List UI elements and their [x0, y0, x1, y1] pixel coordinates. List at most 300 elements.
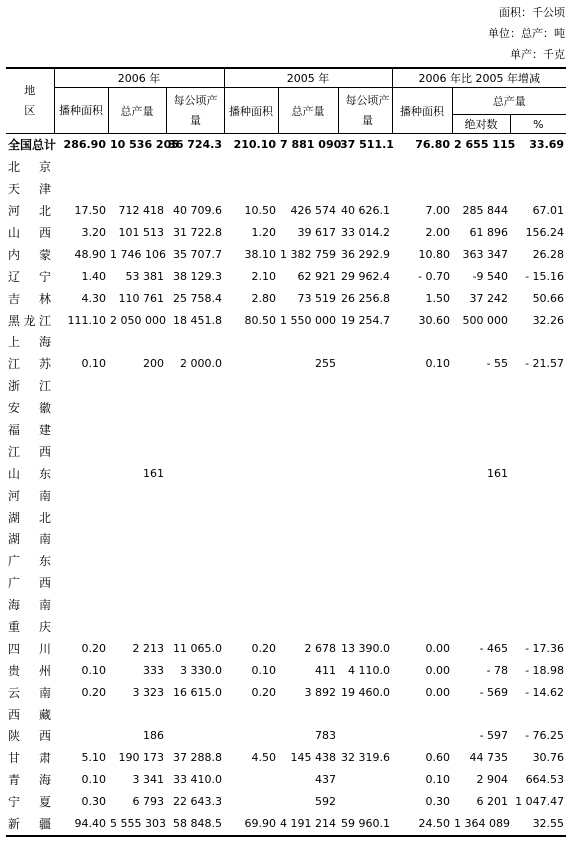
- table-row: [6, 265, 566, 287]
- cell-da: 76.80: [415, 138, 451, 152]
- header-sown-area-change: 播种面积: [392, 88, 452, 134]
- cell-o05: [278, 528, 338, 550]
- region-name: 宁夏: [8, 795, 51, 810]
- cell-a06: 111.10: [67, 313, 106, 327]
- cell-dpct: [510, 440, 566, 462]
- cell-o05: [278, 616, 338, 638]
- cell-y06: [166, 331, 224, 353]
- cell-da: [392, 419, 452, 441]
- cell-a05: [224, 419, 278, 441]
- cell-a05: [224, 484, 278, 506]
- cell-da: [392, 440, 452, 462]
- cell-da: [392, 375, 452, 397]
- cell-a05: 38.10: [244, 247, 277, 261]
- cell-o06: 110 761: [118, 291, 164, 305]
- cell-a05: 69.90: [244, 817, 277, 831]
- region-name: 青海: [8, 773, 51, 788]
- cell-y06: 40 709.6: [173, 204, 223, 218]
- cell-y06: 11 065.0: [173, 641, 223, 655]
- cell-o06: 3 323: [132, 685, 164, 699]
- cell-o06: 101 513: [118, 226, 164, 239]
- cell-da: [392, 528, 452, 550]
- cell-da: 1.50: [425, 291, 451, 305]
- table-row: [6, 440, 566, 462]
- table-row: [6, 484, 566, 506]
- region-name: 辽宁: [8, 269, 51, 284]
- cell-o06: [108, 703, 166, 725]
- cell-o05: [278, 178, 338, 200]
- region-name: 重庆: [8, 620, 51, 635]
- cell-y05: [338, 506, 392, 528]
- cell-dpct: 50.66: [532, 291, 565, 305]
- cell-dabs: [452, 331, 510, 353]
- cell-o06: [108, 550, 166, 572]
- cell-a06: 0.20: [81, 685, 106, 699]
- cell-y06: 3 330.0: [180, 663, 223, 677]
- table-body: [6, 134, 566, 835]
- cell-y05: 40 626.1: [341, 204, 391, 218]
- cell-o05: 3 892: [304, 685, 337, 699]
- cell-y05: [338, 397, 392, 419]
- cell-dabs: 500 000: [462, 313, 509, 327]
- cell-o05: [278, 572, 338, 594]
- cell-dpct: - 15.16: [525, 269, 565, 283]
- cell-o06: [108, 156, 166, 178]
- cell-o06: 6 793: [132, 795, 164, 809]
- table-row: [6, 769, 566, 791]
- cell-da: 10.80: [418, 247, 451, 261]
- cell-dabs: - 465: [479, 641, 509, 655]
- cell-y06: [166, 484, 224, 506]
- cell-a06: [54, 484, 108, 506]
- cell-o06: [108, 440, 166, 462]
- cell-a06: 17.50: [74, 204, 106, 218]
- cell-a05: [224, 178, 278, 200]
- cell-y05: [338, 594, 392, 616]
- cell-a05: 0.20: [251, 685, 277, 699]
- table-row: [6, 397, 566, 419]
- cell-a05: [224, 769, 278, 791]
- cell-a06: [54, 703, 108, 725]
- cell-y05: 37 511.1: [340, 138, 394, 152]
- cell-dpct: [510, 156, 566, 178]
- region-name: 浙江: [8, 379, 51, 394]
- cell-dabs: - 78: [486, 663, 509, 677]
- cell-a05: [224, 594, 278, 616]
- region-name: 河北: [8, 204, 51, 219]
- cell-y05: [338, 419, 392, 441]
- cell-y05: 33 014.2: [341, 226, 391, 239]
- table-row: [6, 528, 566, 550]
- cell-o05: 62 921: [297, 269, 337, 283]
- cell-a05: [224, 462, 278, 484]
- cell-dpct: [510, 397, 566, 419]
- cell-a06: 0.10: [81, 773, 106, 787]
- cell-a05: [224, 550, 278, 572]
- table-row: [6, 222, 566, 244]
- table-header: [6, 68, 566, 134]
- table-row: [6, 462, 566, 484]
- cell-y05: 59 960.1: [341, 817, 391, 831]
- table-row: [6, 331, 566, 353]
- cell-o05: [278, 506, 338, 528]
- cell-dabs: 2 904: [476, 773, 509, 787]
- cell-da: 30.60: [418, 313, 451, 327]
- table-row: [6, 419, 566, 441]
- table-row: [6, 616, 566, 638]
- cell-y06: [166, 616, 224, 638]
- cell-a05: [224, 440, 278, 462]
- cell-y06: 35 707.7: [173, 247, 223, 261]
- cell-a06: 94.40: [74, 817, 106, 831]
- cell-a06: [54, 375, 108, 397]
- cell-dabs: [452, 375, 510, 397]
- region-name: 山西: [8, 226, 51, 240]
- region-name: 内蒙: [8, 247, 51, 262]
- cell-a05: [224, 703, 278, 725]
- cell-y06: 25 758.4: [173, 291, 223, 305]
- cell-a06: 0.20: [81, 641, 106, 655]
- cell-a06: 48.90: [74, 247, 106, 261]
- cell-da: 0.60: [425, 751, 451, 765]
- region-name: 安徽: [8, 401, 51, 416]
- cell-o05: [278, 397, 338, 419]
- cell-dpct: [510, 419, 566, 441]
- cell-a06: [54, 156, 108, 178]
- cell-o05: [278, 484, 338, 506]
- cell-a06: 0.10: [81, 663, 106, 677]
- cell-o05: 145 438: [290, 751, 337, 765]
- cell-o05: 783: [315, 729, 337, 743]
- cell-dpct: [510, 528, 566, 550]
- cell-y06: 37 288.8: [173, 751, 223, 765]
- region-name: 新疆: [8, 817, 51, 832]
- cell-dabs: 2 655 115: [454, 138, 516, 152]
- region-name: 湖南: [8, 532, 51, 547]
- region-name: 海南: [8, 598, 51, 613]
- cell-da: [392, 616, 452, 638]
- region-name: 广东: [8, 554, 51, 569]
- header-output-2005: 总产量: [278, 88, 338, 134]
- cell-o05: [278, 594, 338, 616]
- cell-a05: 4.50: [251, 751, 277, 765]
- cell-y06: [166, 462, 224, 484]
- cell-y05: [338, 616, 392, 638]
- cell-dpct: 67.01: [532, 204, 565, 218]
- table-row: [6, 178, 566, 200]
- cell-dpct: - 17.36: [525, 641, 565, 655]
- cell-dabs: 363 347: [462, 247, 509, 261]
- cell-y05: [338, 353, 392, 375]
- cell-a05: [224, 506, 278, 528]
- cell-a05: 10.50: [244, 204, 277, 218]
- unit-yield: 单产：千克: [510, 48, 565, 61]
- cell-a06: [54, 572, 108, 594]
- cell-o06: [108, 572, 166, 594]
- cell-dpct: - 18.98: [525, 663, 565, 677]
- cell-dabs: - 55: [486, 357, 509, 371]
- cell-dpct: [510, 616, 566, 638]
- cell-a05: [224, 616, 278, 638]
- cell-dabs: 44 735: [469, 751, 509, 765]
- cell-dpct: 33.69: [529, 138, 565, 152]
- cell-o05: [278, 156, 338, 178]
- cell-a05: [224, 725, 278, 747]
- cell-da: [392, 594, 452, 616]
- cell-dabs: [452, 484, 510, 506]
- table-row: [6, 681, 566, 703]
- cell-a05: 0.10: [251, 663, 277, 677]
- table-row: [6, 725, 566, 747]
- cell-y05: [338, 375, 392, 397]
- table-row: [6, 791, 566, 813]
- cell-a06: 286.90: [63, 138, 106, 152]
- region-name: 北京: [8, 160, 51, 175]
- cell-y06: [166, 703, 224, 725]
- cell-a06: [54, 528, 108, 550]
- cell-y06: 38 129.3: [173, 269, 223, 283]
- cell-y05: [338, 156, 392, 178]
- cell-a05: 0.20: [251, 641, 277, 655]
- table-row: [6, 353, 566, 375]
- cell-o06: [108, 397, 166, 419]
- cell-y05: [338, 528, 392, 550]
- cell-o06: 5 555 303: [110, 817, 166, 831]
- cell-y06: [166, 156, 224, 178]
- table-row: [6, 506, 566, 528]
- cell-y05: [338, 484, 392, 506]
- table-row: [6, 134, 566, 156]
- region-name: 山东: [8, 466, 51, 481]
- cell-a06: [54, 462, 108, 484]
- region-name: 江西: [8, 444, 51, 459]
- cell-a06: [54, 550, 108, 572]
- cell-y05: 19 460.0: [341, 685, 391, 699]
- cell-y05: [338, 572, 392, 594]
- cell-o06: 186: [143, 729, 164, 743]
- header-region: 地区: [6, 68, 54, 134]
- cell-o06: [108, 594, 166, 616]
- cell-y06: [166, 550, 224, 572]
- cell-y05: 13 390.0: [341, 641, 391, 655]
- table-row: [6, 703, 566, 725]
- cell-dabs: -9 540: [472, 269, 509, 283]
- header-output-2006: 总产量: [108, 88, 166, 134]
- region-name: 陕西: [8, 729, 51, 744]
- cell-a05: 1.20: [251, 226, 277, 239]
- cell-dpct: - 21.57: [525, 357, 565, 371]
- cell-da: [392, 703, 452, 725]
- cell-o06: [108, 375, 166, 397]
- cell-o06: 161: [143, 466, 164, 480]
- cell-a06: [54, 331, 108, 353]
- table-row: [6, 747, 566, 769]
- cell-y06: 31 722.8: [173, 226, 223, 239]
- header-yield-2006: 每公顷产量: [166, 88, 224, 134]
- region-name: 广西: [8, 576, 51, 591]
- cell-dabs: 61 896: [469, 226, 509, 239]
- cell-dpct: - 14.62: [525, 685, 565, 699]
- region-name: 吉林: [8, 291, 51, 306]
- region-name: 贵州: [8, 663, 51, 678]
- cell-da: [392, 572, 452, 594]
- cell-y06: [166, 440, 224, 462]
- cell-y05: 36 292.9: [341, 247, 391, 261]
- cell-y05: 32 319.6: [341, 751, 391, 765]
- cell-da: 0.10: [425, 773, 451, 787]
- cell-dpct: 32.55: [532, 817, 565, 831]
- cell-a05: [224, 375, 278, 397]
- cell-a06: 5.10: [81, 751, 106, 765]
- table-row: [6, 309, 566, 331]
- region-name: 云南: [8, 685, 51, 700]
- cell-o05: [278, 703, 338, 725]
- cell-da: 0.00: [425, 663, 451, 677]
- cell-o05: 1 550 000: [280, 313, 337, 327]
- cell-dabs: 285 844: [462, 204, 509, 218]
- cell-o05: [278, 550, 338, 572]
- cell-o05: 7 881 090: [280, 138, 342, 152]
- cell-da: [392, 331, 452, 353]
- cell-dpct: 26.28: [532, 247, 565, 261]
- region-name: 四川: [8, 641, 51, 656]
- cell-o06: [108, 528, 166, 550]
- statistics-table: [6, 67, 566, 837]
- cell-o05: 39 617: [297, 226, 337, 239]
- table-row: [6, 637, 566, 659]
- unit-area: 面积：千公顷: [499, 6, 565, 19]
- cell-y05: [338, 769, 392, 791]
- cell-y05: 26 256.8: [341, 291, 391, 305]
- cell-o06: 190 173: [118, 751, 164, 765]
- cell-a06: 4.30: [81, 291, 106, 305]
- cell-a06: [54, 440, 108, 462]
- cell-y05: 4 110.0: [348, 663, 391, 677]
- cell-o06: 53 381: [125, 269, 164, 283]
- cell-y05: [338, 703, 392, 725]
- region-name: 河南: [8, 488, 51, 503]
- cell-dabs: [452, 397, 510, 419]
- cell-o05: 426 574: [290, 204, 337, 218]
- cell-dabs: [452, 528, 510, 550]
- unit-total: 单位：总产：吨: [488, 27, 565, 40]
- header-yield-2005: 每公顷产量: [338, 88, 392, 134]
- cell-o05: 2 678: [304, 641, 337, 655]
- cell-y06: 36 724.3: [168, 138, 223, 152]
- cell-o06: 10 536 205: [110, 138, 179, 152]
- cell-dabs: 1 364 089: [454, 817, 511, 831]
- cell-a06: [54, 725, 108, 747]
- cell-da: - 0.70: [418, 269, 451, 283]
- header-total-output-change: 总产量: [452, 88, 566, 115]
- cell-o05: [278, 331, 338, 353]
- cell-dabs: [452, 703, 510, 725]
- region-name: 黑龙江: [8, 313, 51, 328]
- cell-da: [392, 462, 452, 484]
- region-name: 天津: [8, 182, 51, 197]
- region-name: 上海: [8, 335, 51, 350]
- header-change: 2006 年比 2005 年增减: [392, 68, 566, 88]
- cell-a06: 3.20: [81, 226, 106, 239]
- table-row: [6, 572, 566, 594]
- cell-y06: [166, 397, 224, 419]
- cell-y05: [338, 550, 392, 572]
- cell-y05: [338, 725, 392, 747]
- cell-dabs: 161: [487, 466, 509, 480]
- cell-o05: 255: [315, 357, 337, 371]
- cell-o06: 2 213: [132, 641, 164, 655]
- cell-dpct: [510, 550, 566, 572]
- cell-a05: [224, 397, 278, 419]
- cell-dabs: - 569: [479, 685, 509, 699]
- cell-o05: [278, 440, 338, 462]
- cell-dpct: - 76.25: [525, 729, 565, 743]
- cell-o06: 2 050 000: [110, 313, 166, 327]
- cell-a05: 2.80: [251, 291, 277, 305]
- table-row: [6, 659, 566, 681]
- cell-o06: [108, 178, 166, 200]
- cell-dpct: [510, 331, 566, 353]
- cell-dpct: [510, 375, 566, 397]
- cell-dpct: [510, 594, 566, 616]
- cell-o05: 4 191 214: [280, 817, 337, 831]
- cell-o05: [278, 375, 338, 397]
- cell-dabs: 6 201: [476, 795, 509, 809]
- cell-y06: 18 451.8: [173, 313, 223, 327]
- table-row: [6, 243, 566, 265]
- cell-y05: [338, 331, 392, 353]
- header-sown-area-2006: 播种面积: [54, 88, 108, 134]
- cell-da: [392, 156, 452, 178]
- cell-y06: [166, 725, 224, 747]
- cell-dabs: [452, 594, 510, 616]
- cell-dabs: [452, 156, 510, 178]
- region-name: 湖北: [8, 510, 51, 525]
- cell-a05: [224, 791, 278, 813]
- cell-y06: [166, 528, 224, 550]
- header-percent: %: [510, 115, 566, 134]
- cell-o05: [278, 462, 338, 484]
- cell-o06: [108, 616, 166, 638]
- cell-a06: [54, 594, 108, 616]
- cell-da: 24.50: [418, 817, 451, 831]
- cell-o06: [108, 484, 166, 506]
- cell-dpct: [510, 506, 566, 528]
- cell-dabs: - 597: [479, 729, 509, 743]
- cell-y05: 19 254.7: [341, 313, 391, 327]
- table-row: [6, 156, 566, 178]
- header-sown-area-2005: 播种面积: [224, 88, 278, 134]
- cell-o05: 411: [315, 663, 337, 677]
- cell-dabs: [452, 440, 510, 462]
- cell-o06: 3 341: [132, 773, 164, 787]
- cell-dpct: 664.53: [525, 773, 565, 787]
- cell-da: [392, 506, 452, 528]
- cell-y06: 22 643.3: [173, 795, 223, 809]
- cell-y06: 16 615.0: [173, 685, 223, 699]
- cell-da: [392, 725, 452, 747]
- cell-a05: [224, 572, 278, 594]
- cell-a05: 210.10: [233, 138, 277, 152]
- cell-o05: 73 519: [297, 291, 337, 305]
- cell-y06: [166, 375, 224, 397]
- cell-a05: [224, 528, 278, 550]
- cell-y06: 2 000.0: [180, 357, 223, 371]
- cell-a05: [224, 156, 278, 178]
- cell-dpct: [510, 462, 566, 484]
- cell-da: 0.10: [425, 357, 451, 371]
- cell-a06: 1.40: [81, 269, 106, 283]
